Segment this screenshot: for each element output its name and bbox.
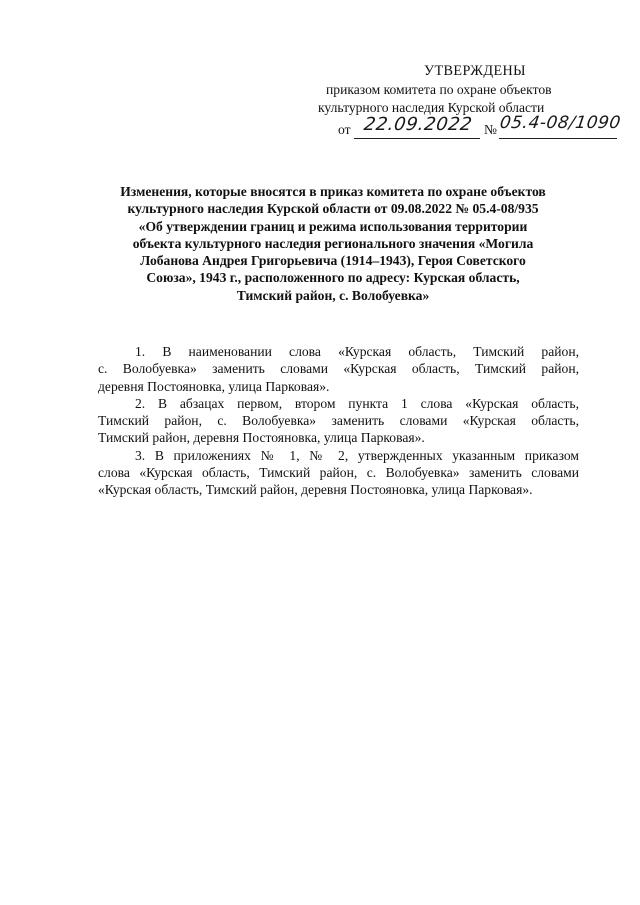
approval-heading: УТВЕРЖДЕНЫ xyxy=(424,63,526,79)
title-line: Союза», 1943 г., расположенного по адресу: Курская область, xyxy=(146,270,520,286)
date-prefix: от xyxy=(338,122,351,137)
item-paragraph-3 xyxy=(98,447,579,499)
item-paragraph-1 xyxy=(98,343,579,395)
paragraph-line: 2. В абзацах первом, втором пункта 1 слова «Курская область, xyxy=(135,395,579,411)
document-body xyxy=(98,343,579,499)
handwritten-number: 05.4-08/1090 xyxy=(498,113,623,133)
paragraph-line: 1. В наименовании слова «Курская область, Тимский район, xyxy=(135,344,579,359)
paragraph-line: «Курская область, Тимский район, деревня Постояновка, улица Парковая». xyxy=(98,482,533,498)
approval-line-1: приказом комитета по охране объектов xyxy=(326,82,552,97)
title-line: объекта культурного наследия регионального значения «Могила xyxy=(132,235,534,251)
approval-date-line xyxy=(318,113,623,140)
paragraph-line: Тимский район, с. Волобуевка» заменить словами «Курская область, xyxy=(98,413,579,429)
date-underline xyxy=(354,138,480,139)
paragraph-line: 3. В приложениях № 1, № 2, утвержденных указанным приказом xyxy=(135,447,579,463)
title-line: Изменения, которые вносятся в приказ комитета по охране объектов xyxy=(120,184,546,199)
approval-line-2: культурного наследия Курской области xyxy=(318,100,545,115)
paragraph-line: деревня Постояновка, улица Парковая». xyxy=(98,378,330,394)
handwritten-date: 22.09.2022 xyxy=(362,114,474,135)
title-line: «Об утверждении границ и режима использования территории xyxy=(138,218,528,234)
title-line: Лобанова Андрея Григорьевича (1914–1943), Героя Советского xyxy=(140,253,526,269)
approval-block xyxy=(318,62,623,140)
paragraph-line: с. Волобуевка» заменить словами «Курская область, Тимский район, xyxy=(98,361,579,377)
title-line: Тимский район, с. Волобуевка» xyxy=(236,287,430,303)
number-underline xyxy=(499,138,617,139)
item-paragraph-2 xyxy=(98,395,579,447)
paragraph-line: слова «Курская область, Тимский район, с. Волобуевка» заменить словами xyxy=(98,465,579,481)
number-prefix: № xyxy=(484,122,497,137)
paragraph-line: Тимский район, деревня Постояновка, улица Парковая». xyxy=(98,430,425,446)
document-title xyxy=(88,183,578,304)
title-line: культурного наследия Курской области от 09.08.2022 № 05.4-08/935 xyxy=(127,201,539,217)
